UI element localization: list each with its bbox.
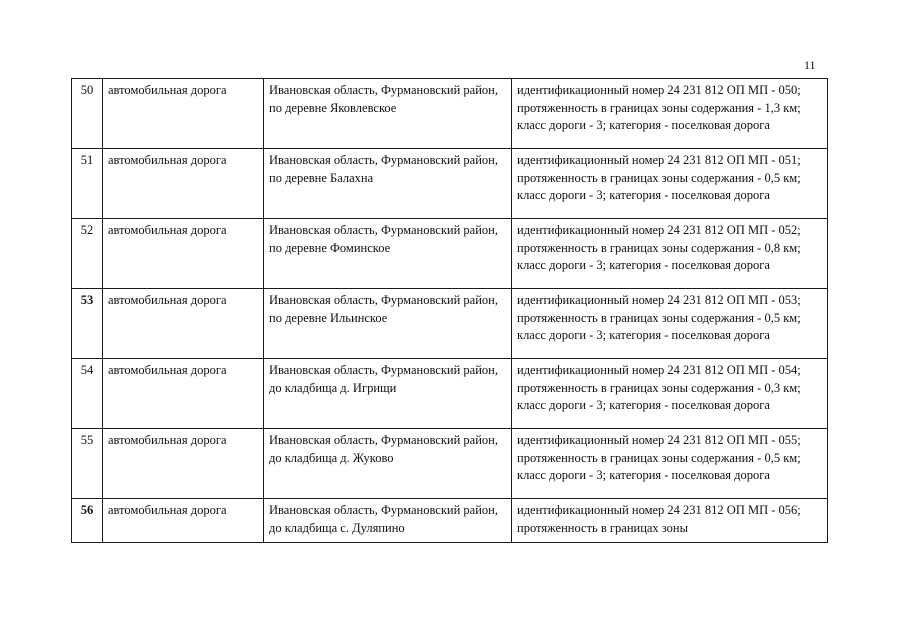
object-location: Ивановская область, Фурмановский район, по деревне Фоминское (264, 219, 512, 289)
row-number: 56 (72, 499, 103, 543)
object-location: Ивановская область, Фурмановский район, до кладбища д. Жуково (264, 429, 512, 499)
page-number: 11 (804, 58, 816, 72)
object-description: идентификационный номер 24 231 812 ОП МП - 050; протяженность в границах зоны содержания - 1,3 км; класс дороги - 3; категория - поселковая дорога (512, 79, 828, 149)
object-type: автомобильная дорога (103, 359, 264, 429)
table-row (72, 149, 828, 219)
object-location: Ивановская область, Фурмановский район, по деревне Балахна (264, 149, 512, 219)
table-row (72, 359, 828, 429)
object-type: автомобильная дорога (103, 149, 264, 219)
object-location: Ивановская область, Фурмановский район, по деревне Яковлевское (264, 79, 512, 149)
row-number: 55 (72, 429, 103, 499)
row-number: 52 (72, 219, 103, 289)
table-row (72, 289, 828, 359)
object-type: автомобильная дорога (103, 79, 264, 149)
table-row (72, 79, 828, 149)
object-description: идентификационный номер 24 231 812 ОП МП - 053; протяженность в границах зоны содержания - 0,5 км; класс дороги - 3; категория - поселковая дорога (512, 289, 828, 359)
object-description: идентификационный номер 24 231 812 ОП МП - 051; протяженность в границах зоны содержания - 0,5 км; класс дороги - 3; категория - поселковая дорога (512, 149, 828, 219)
roads-table (71, 78, 828, 543)
object-type: автомобильная дорога (103, 429, 264, 499)
row-number: 50 (72, 79, 103, 149)
object-location: Ивановская область, Фурмановский район, по деревне Ильинское (264, 289, 512, 359)
table-row (72, 499, 828, 543)
table-row (72, 219, 828, 289)
object-description: идентификационный номер 24 231 812 ОП МП - 056; протяженность в границах зоны (512, 499, 828, 543)
object-location: Ивановская область, Фурмановский район, до кладбища с. Дуляпино (264, 499, 512, 543)
object-type: автомобильная дорога (103, 289, 264, 359)
table-row (72, 429, 828, 499)
row-number: 54 (72, 359, 103, 429)
row-number: 53 (72, 289, 103, 359)
row-number: 51 (72, 149, 103, 219)
object-type: автомобильная дорога (103, 499, 264, 543)
object-type: автомобильная дорога (103, 219, 264, 289)
object-location: Ивановская область, Фурмановский район, до кладбища д. Игрищи (264, 359, 512, 429)
object-description: идентификационный номер 24 231 812 ОП МП - 055; протяженность в границах зоны содержания - 0,5 км; класс дороги - 3; категория - поселковая дорога (512, 429, 828, 499)
object-description: идентификационный номер 24 231 812 ОП МП - 054; протяженность в границах зоны содержания - 0,3 км; класс дороги - 3; категория - поселковая дорога (512, 359, 828, 429)
object-description: идентификационный номер 24 231 812 ОП МП - 052; протяженность в границах зоны содержания - 0,8 км; класс дороги - 3; категория - поселковая дорога (512, 219, 828, 289)
